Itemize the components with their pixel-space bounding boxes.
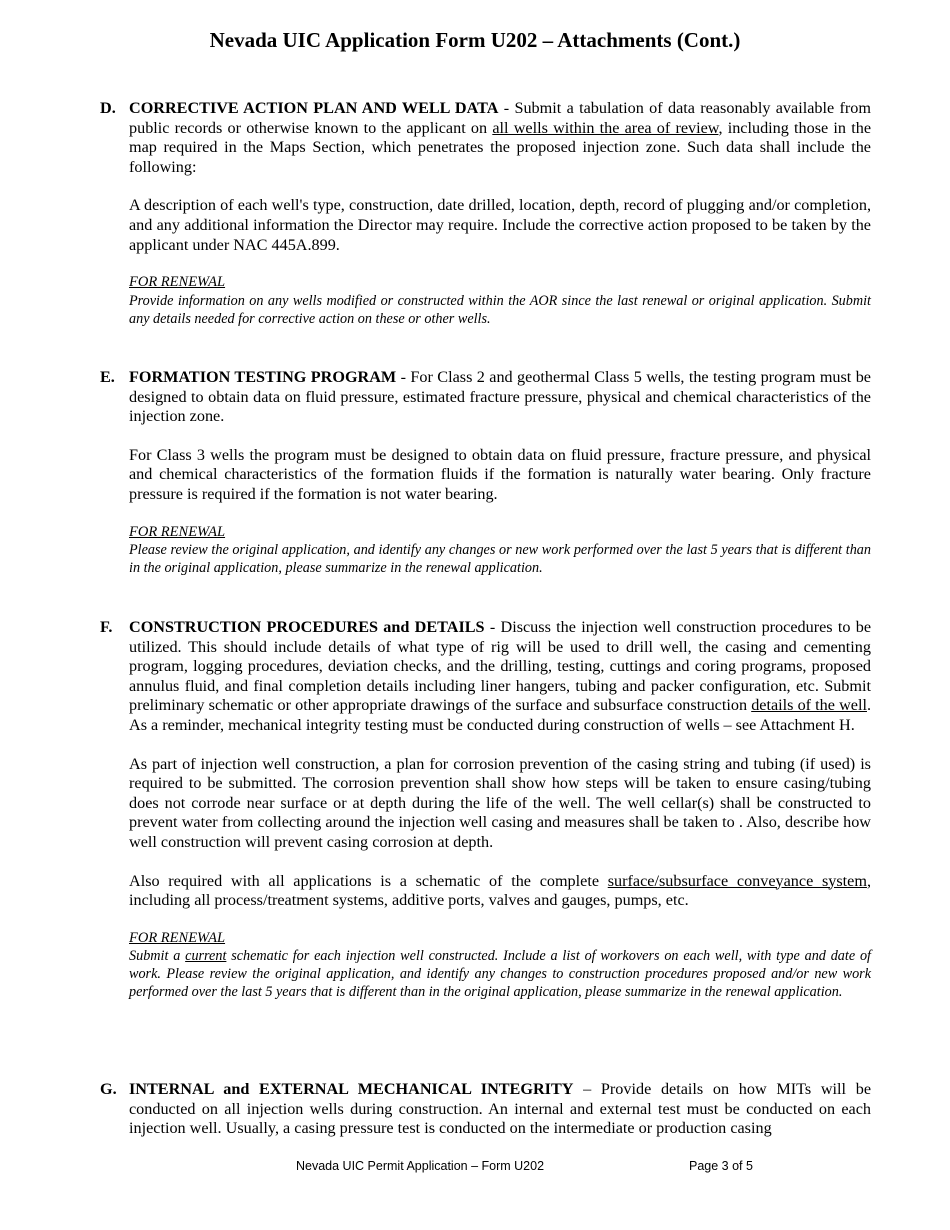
section-paragraph: As part of injection well construction, a plan for corrosion prevention of the casing string and tubing (if used) is required to be submitted. The corrosion prevention shall show how steps will be taken to ensure casing/tubing does not corrode near surface or at depth during the life of the well. The well cellar(s) shall be constructed to prevent water from collecting around the injection well casing and measures shall be taken to . Also, describe how well construction will prevent casing corrosion at depth. <box>129 754 871 851</box>
underlined-text: details of the well <box>751 696 867 715</box>
section-f <box>100 618 871 1001</box>
section-paragraph: For Class 3 wells the program must be designed to obtain data on fluid pressure, fracture pressure, and physical and chemical characteristics of the formation fluids if the formation is naturally water bearing. Only fracture pressure is required if the formation is not water bearing. <box>129 445 871 503</box>
renewal-text: Provide information on any wells modified or constructed within the AOR since the last renewal or original application. Submit any details needed for corrective action on these or other wells. <box>129 292 871 327</box>
underlined-text: surface/subsurface conveyance system <box>607 871 867 890</box>
section-text: – Provide details on how MITs will be conducted on all injection wells during construction. An internal and external test must be conducted on each injection well. Usually, a casing pressure test is conducted on the intermediate or production casing <box>129 1080 871 1138</box>
section-heading: INTERNAL and EXTERNAL MECHANICAL INTEGRITY <box>129 1080 574 1098</box>
section-letter: D. <box>100 99 116 117</box>
section-e-intro <box>129 368 871 427</box>
section-d <box>100 99 871 328</box>
renewal-text <box>129 947 871 1001</box>
section-paragraph <box>129 872 871 911</box>
section-paragraph: A description of each well's type, construction, date drilled, location, depth, record of plugging and/or completion, and any additional information the Director may require. Include the corrective action proposed to be taken by the applicant under NAC 445A.899. <box>129 196 871 254</box>
section-letter: G. <box>100 1080 117 1098</box>
section-heading: CONSTRUCTION PROCEDURES and DETAILS <box>129 618 485 636</box>
section-d-intro <box>129 99 871 177</box>
renewal-text: Please review the original application, and identify any changes or new work performed over the last 5 years that is different than in the original application, please summarize in the renewal application. <box>129 542 871 577</box>
section-f-intro <box>129 618 871 736</box>
section-text: - Discuss the injection well construction procedures to be utilized. This should include details of what type of rig will be used to drill well, the casing and cementing program, logging procedures, deviation checks, and the drilling, testing, cuttings and coring programs, proposed annulus fluid, and final completion details including liner hangers, tubing and packer configuration, etc. Submit preliminary schematic or other appropriate drawings of the surface and subsurface construction <box>129 618 872 715</box>
section-heading: CORRECTIVE ACTION PLAN AND WELL DATA <box>129 99 499 117</box>
section-text: . As a reminder, mechanical integrity testing must be conducted during construction of wells – see Attachment H. <box>129 696 872 734</box>
section-e <box>100 368 871 577</box>
section-letter: F. <box>100 618 113 636</box>
renewal-text-part: Submit a <box>129 948 186 965</box>
section-letter: E. <box>100 368 115 386</box>
section-text: Also required with all applications is a schematic of the complete <box>129 871 608 890</box>
renewal-label: FOR RENEWAL <box>129 929 226 946</box>
renewal-label: FOR RENEWAL <box>129 274 226 291</box>
footer-form-name: Nevada UIC Permit Application – Form U202 <box>296 1159 545 1173</box>
underlined-text: all wells within the area of review <box>492 118 719 137</box>
section-text: , including those in the map required in the Maps Section, which penetrates the proposed injection zone. Such data shall include the following: <box>129 118 871 176</box>
underlined-text: current <box>185 948 227 965</box>
section-g <box>100 1080 871 1158</box>
section-text: , including all process/treatment systems, additive ports, valves and gauges, pumps, etc. <box>129 871 871 910</box>
section-text: - For Class 2 and geothermal Class 5 wells, the testing program must be designed to obtain data on fluid pressure, estimated fracture pressure, physical and chemical characteristics of the injection zone. <box>129 368 871 426</box>
section-text: - Submit a tabulation of data reasonably available from public records or otherwise known to the applicant on <box>129 99 871 137</box>
section-heading: FORMATION TESTING PROGRAM <box>129 368 397 386</box>
renewal-label: FOR RENEWAL <box>129 523 226 540</box>
footer-page-number: Page 3 of 5 <box>689 1159 753 1173</box>
renewal-text-part: schematic for each injection well constructed. Include a list of workovers on each well, with type and date of work. Please review the original application, and identify any changes to construction procedures proposed and/or new work performed over the last 5 years that is different than in the original application, please summarize in the renewal application. <box>129 948 871 1001</box>
section-g-intro <box>129 1080 871 1139</box>
page-title: Nevada UIC Application Form U202 – Attachments (Cont.) <box>209 28 741 52</box>
